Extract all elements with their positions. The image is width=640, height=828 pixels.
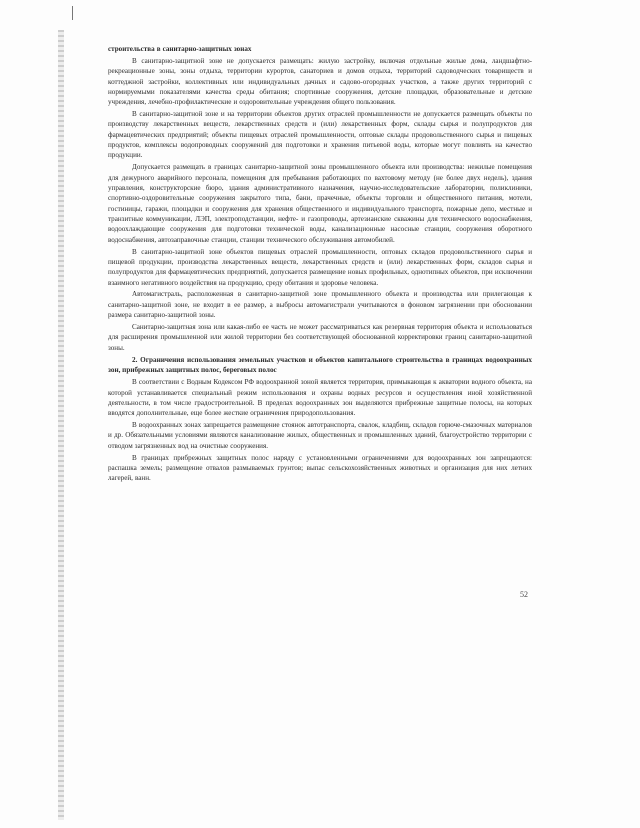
section-continuation: строительства в санитарно-защитных зонах (108, 45, 252, 53)
section-heading-2: 2. Ограничения использования земельных участков и объектов капитального строительства в границах водоохранных зон, прибрежных защитных полос, береговых полос (108, 355, 532, 375)
scan-mark (72, 6, 73, 20)
paragraph-szz-allowed: Допускается размещать в границах санитарно-защитной зоны промышленного объекта или производства: нежилые помещения для дежурного аварийного персонала, помещения для пребывания работающих по вахтовому методу (не более двух недель), здания управления, конструкторские бюро, здания административного назначения, научно-исследовательские лаборатории, поликлиники, спортивно-оздоровительные сооружения закрытого типа, бани, прачечные, объекты торговли и общественного питания, мотели, гостиницы, гаражи, площадки и сооружения для хранения общественного и индивидуального транспорта, пожарные депо, местные и транзитные коммуникации, ЛЭП, электроподстанции, нефте- и газопроводы, артезианские скважины для технического водоснабжения, водоохлаждающие сооружения для подготовки технической воды, канализационные насосные станции, сооружения оборотного водоснабжения, автозаправочные станции, станции технического обслуживания автомобилей. (108, 163, 532, 244)
paragraph-water-code: В соответствии с Водным Кодексом РФ водоохранной зоной является территория, примыкающая к акватории водного объекта, на которой устанавливается специальный режим использования и охраны водных ресурсов и осуществления иной хозяйственной деятельности, в том числе градостроительной. В пределах водоохранных зон выделяются прибрежные защитные полосы, на которых вводятся дополнительные, еще более жесткие ограничения природопользования. (108, 378, 532, 418)
binding-edge (58, 30, 64, 820)
paragraph-reserve: Санитарно-защитная зона или какая-либо ее часть не может рассматриваться как резервная территория объекта и использоваться для расширения промышленной или жилой территории без соответствующей обоснованной корректировки границ санитарно-защитной зоны. (108, 322, 532, 352)
paragraph-szz-industry: В санитарно-защитной зоне и на территории объектов других отраслей промышленности не допускается размещать объекты по производству лекарственных веществ, лекарственных средств и (или) лекарственных форм, склады сырья и полупродуктов для фармацевтических предприятий; объекты пищевых отраслей промышленности, оптовые склады продовольственного сырья и пищевых продуктов, комплексы водопроводных сооружений для подготовки и хранения питьевой воды, которые могут повлиять на качество продукции. (108, 110, 532, 160)
page-number: 52 (520, 590, 528, 599)
paragraph-szz-prohibited: В санитарно-защитной зоне не допускается размещать: жилую застройку, включая отдельные жилые дома, ландшафтно-рекреационные зоны, зоны отдыха, территории курортов, санаториев и домов отдыха, территорий садоводческих товариществ и коттеджной застройки, коллективных или индивидуальных дачных и садово-огородных участков, а также других территорий с нормируемыми показателями качества среды обитания; спортивные сооружения, детские площадки, образовательные и детские учреждения, лечебно-профилактические и оздоровительные учреждения общего пользования. (108, 56, 532, 107)
paragraph-water-prohibited: В водоохранных зонах запрещается размещение стоянок автотранспорта, свалок, кладбищ, складов горюче-смазочных материалов и др. Обязательными условиями являются канализование жилых, общественных и промышленных зданий, благоустройство территории с отводом загрязненных вод на очистные сооружения. (108, 421, 532, 450)
paragraph-coastal-strips: В границах прибрежных защитных полос наряду с установленными ограничениями для водоохранных зон запрещаются: распашка земель; размещение отвалов размываемых грунтов; выпас сельскохозяйственных животных и организация для них летних лагерей, ванн. (108, 453, 532, 483)
page-body (108, 44, 532, 485)
paragraph-szz-food: В санитарно-защитной зоне объектов пищевых отраслей промышленности, оптовых складов продовольственного сырья и пищевой продукции, производства лекарственных веществ, лекарственных средств и (или) лекарственных форм, складов сырья и полупродуктов для фармацевтических предприятий, допускается размещение новых профильных, однотипных объектов, при исключении взаимного негативного воздействия на продукцию, среду обитания и здоровье человека. (108, 247, 532, 287)
paragraph-highway: Автомагистраль, расположенная в санитарно-защитной зоне промышленного объекта и производства или прилегающая к санитарно-защитной зоне, не входит в ее размер, а выбросы автомагистрали учитываются в фоновом загрязнении при обосновании размера санитарно-защитной зоны. (108, 290, 532, 320)
